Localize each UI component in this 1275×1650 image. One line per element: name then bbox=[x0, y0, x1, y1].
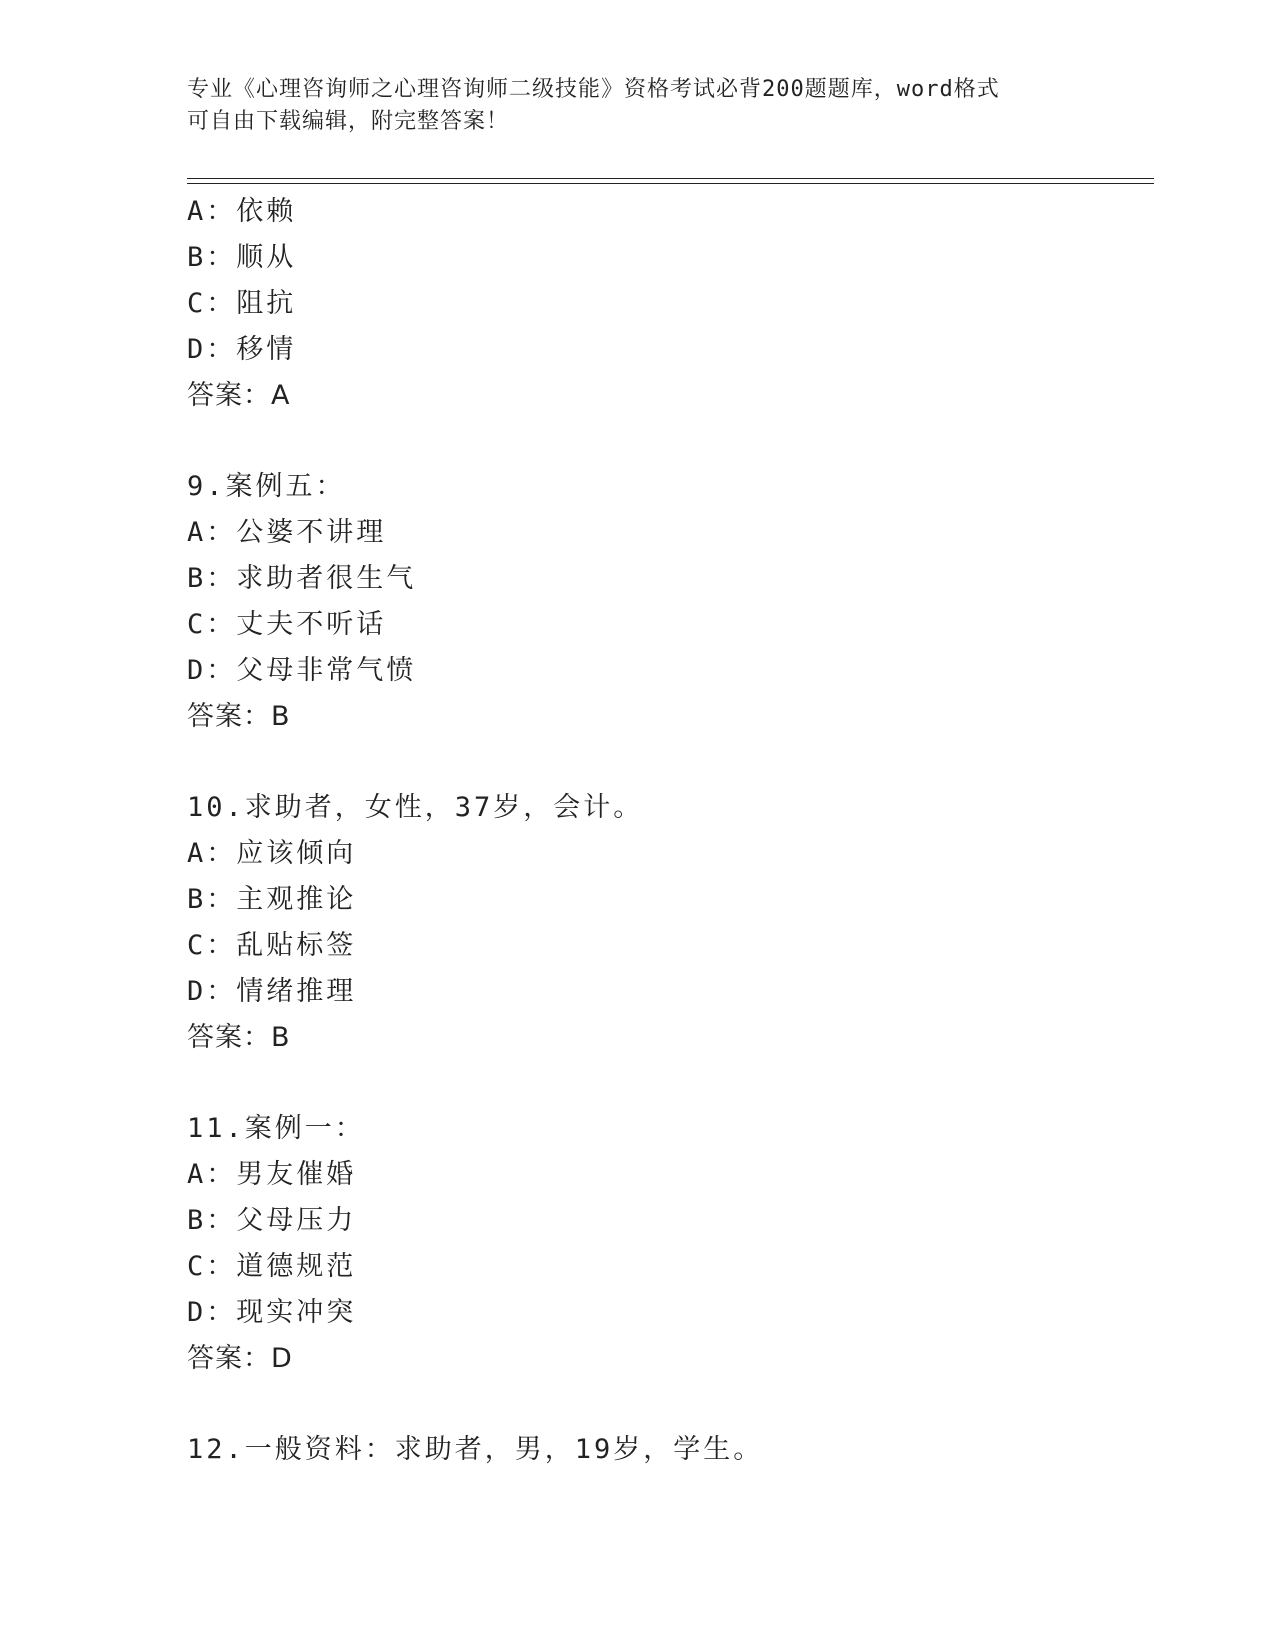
option-d: D：现实冲突 bbox=[187, 1297, 357, 1328]
question-list bbox=[187, 189, 1147, 1473]
question-11 bbox=[187, 1106, 1147, 1382]
option-d: D：父母非常气愤 bbox=[187, 655, 417, 686]
header-line-2: 可自由下载编辑，附完整答案！ bbox=[187, 109, 510, 134]
option-b: B：父母压力 bbox=[187, 1205, 357, 1236]
option-a: A：应该倾向 bbox=[187, 838, 357, 869]
option-b: B：求助者很生气 bbox=[187, 563, 417, 594]
option-d: D：移情 bbox=[187, 334, 297, 365]
option-c: C：乱贴标签 bbox=[187, 930, 357, 961]
option-a: A：男友催婚 bbox=[187, 1159, 357, 1190]
question-8 bbox=[187, 189, 1147, 419]
option-b: B：顺从 bbox=[187, 242, 297, 273]
question-10 bbox=[187, 785, 1147, 1061]
option-b: B：主观推论 bbox=[187, 884, 357, 915]
header-divider-bottom bbox=[187, 183, 1154, 184]
option-c: C：道德规范 bbox=[187, 1251, 357, 1282]
question-stem: 10.求助者，女性，37岁，会计。 bbox=[187, 792, 644, 823]
header-line-1: 专业《心理咨询师之心理咨询师二级技能》资格考试必背200题题库，word格式 bbox=[187, 77, 1000, 102]
answer: 答案：A bbox=[187, 380, 291, 411]
option-a: A：依赖 bbox=[187, 196, 297, 227]
question-stem: 9.案例五： bbox=[187, 471, 346, 502]
answer: 答案：B bbox=[187, 1022, 291, 1053]
document-header bbox=[187, 74, 1087, 138]
option-d: D：情绪推理 bbox=[187, 976, 357, 1007]
question-12 bbox=[187, 1427, 1147, 1473]
option-c: C：阻抗 bbox=[187, 288, 297, 319]
option-c: C：丈夫不听话 bbox=[187, 609, 387, 640]
question-stem: 11.案例一： bbox=[187, 1113, 365, 1144]
question-9 bbox=[187, 464, 1147, 740]
answer: 答案：D bbox=[187, 1343, 293, 1374]
question-stem: 12.一般资料：求助者，男，19岁，学生。 bbox=[187, 1434, 764, 1465]
answer: 答案：B bbox=[187, 701, 291, 732]
header-divider-top bbox=[187, 178, 1154, 179]
option-a: A：公婆不讲理 bbox=[187, 517, 387, 548]
